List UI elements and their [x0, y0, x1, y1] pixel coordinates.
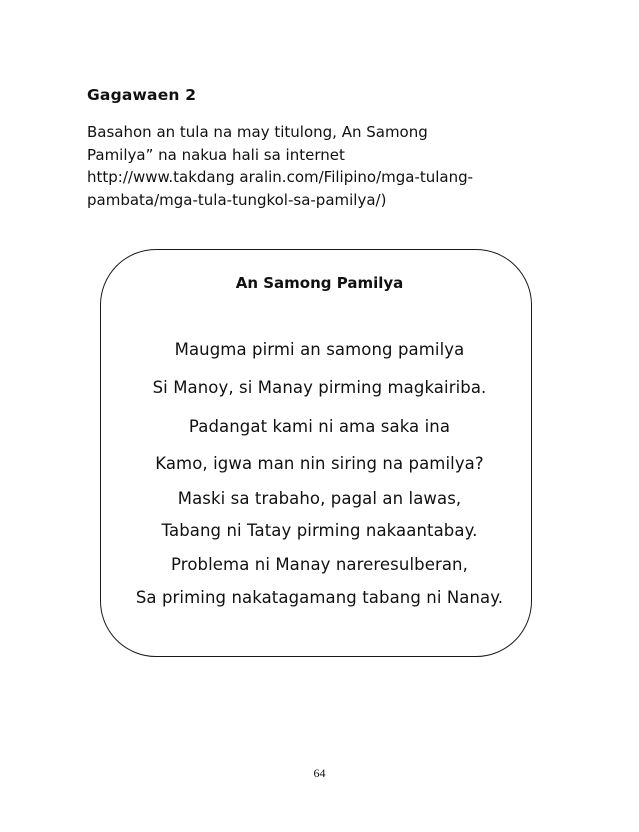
poem-line: Problema ni Manay nareresulberan, — [171, 555, 468, 574]
poem-title: An Samong Pamilya — [235, 274, 404, 292]
poem-line: Maski sa trabaho, pagal an lawas, — [177, 489, 462, 508]
poem-line: Padangat kami ni ama saka ina — [188, 417, 451, 436]
page-number: 64 — [313, 766, 326, 780]
poem-line: Kamo, igwa man nin siring na pamilya? — [155, 454, 484, 473]
intro-line: Basahon an tula na may titulong, An Samong — [87, 123, 428, 141]
intro-paragraph — [87, 121, 547, 211]
poem-line: Maugma pirmi an samong pamilya — [174, 340, 465, 359]
poem-line: Tabang ni Tatay pirming nakaantabay. — [161, 521, 478, 540]
intro-line-url: pambata/mga-tula-tungkol-sa-pamilya/) — [87, 190, 387, 209]
poem-line: Si Manoy, si Manay pirming magkairiba. — [152, 378, 487, 397]
intro-line: Pamilya” na nakua hali sa internet — [87, 145, 345, 164]
activity-heading: Gagawaen 2 — [87, 86, 197, 104]
intro-line-url: http://www.takdang aralin.com/Filipino/mga-tulang- — [87, 168, 474, 186]
poem-line: Sa priming nakatagamang tabang ni Nanay. — [135, 588, 504, 607]
